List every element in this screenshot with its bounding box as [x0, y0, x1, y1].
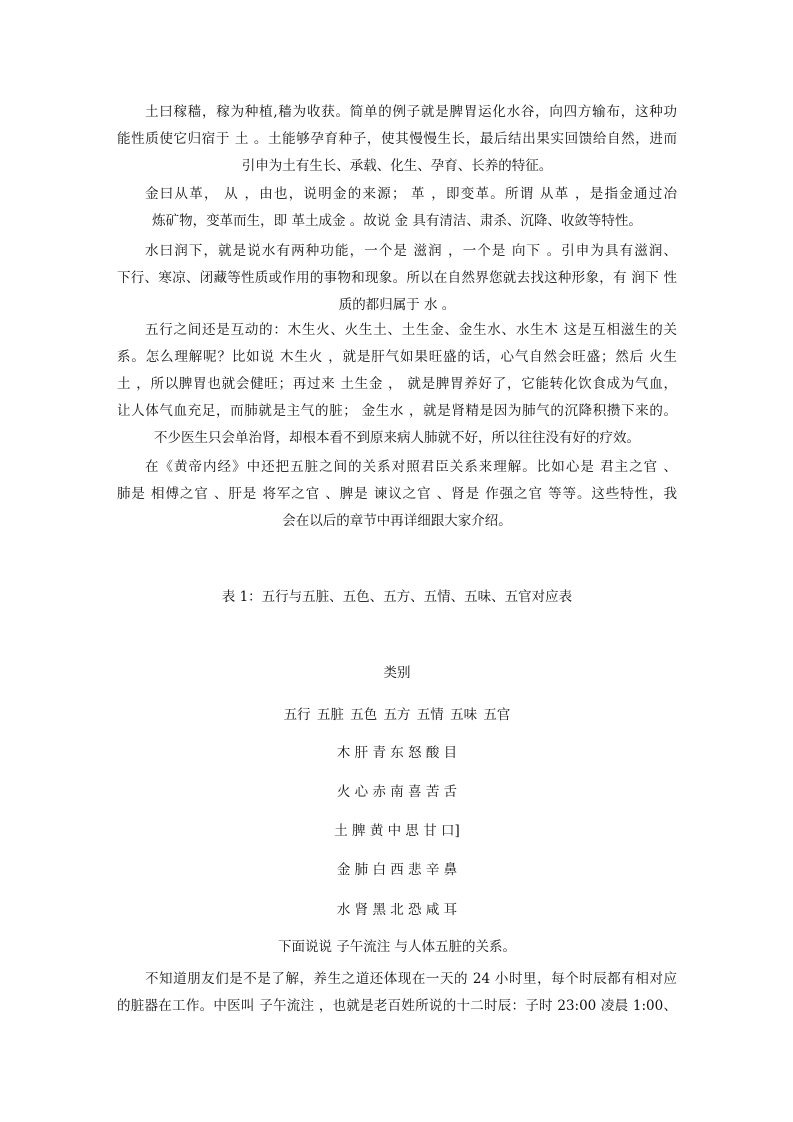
- paragraph-line: 下行、寒凉、闭藏等性质或作用的事物和现象。所以在自然界您就去找这种形象，有 润下 性: [117, 270, 677, 286]
- paragraph-monarch-minister: [117, 454, 677, 535]
- paragraph-line: 水曰润下，就是说水有两种功能，一个是 滋润 ，一个是 向下 。引申为具有滋润、: [145, 243, 677, 259]
- paragraph-line: 引申为土有生长、承载、化生、孕育、长养的特征。: [241, 158, 553, 174]
- paragraph-line: 系。怎么理解呢？比如说 木生火 ，就是肝气如果旺盛的话，心气自然会旺盛；然后 火生: [117, 349, 677, 365]
- table-category-label: 类别: [383, 665, 411, 681]
- paragraph-line: 不少医生只会单治肾，却根本看不到原来病人肺就不好，所以往往没有好的疗效。: [154, 430, 640, 446]
- table-row: 金 肺 白 西 悲 辛 鼻: [336, 862, 458, 878]
- paragraph-interaction: [117, 317, 677, 452]
- section-intro: 下面说说 子午流注 与人体五脏的关系。: [277, 939, 517, 955]
- paragraph-line: 五行之间还是互动的：木生火、火生土、土生金、金生水、水生木 这是互相滋生的关: [145, 322, 677, 338]
- table-row: 火 心 赤 南 喜 苦 舌: [336, 784, 458, 800]
- paragraph-line: 不知道朋友们是不是了解，养生之道还体现在一天的 24 小时里，每个时辰都有相对应: [145, 971, 677, 987]
- paragraph-line: 土曰稼穑，稼为种植,穑为收获。简单的例子就是脾胃运化水谷，向四方输布，这种功: [145, 104, 677, 120]
- paragraph-line: 炼矿物，变革而生，即 革土成金 。故说 金 具有清洁、肃杀、沉降、收敛等特性。: [152, 213, 642, 229]
- table-row: 木 肝 青 东 怒 酸 目: [336, 745, 458, 761]
- paragraph-ziwu-liuzhu: [117, 966, 677, 1020]
- paragraph-line: 金曰从革， 从 ，由也，说明金的来源； 革 ，即变革。所谓 从革 ，是指金通过冶: [145, 186, 677, 202]
- paragraph-line: 能性质使它归宿于 土 。土能够孕育种子，使其慢慢生长，最后结出果实回馈给自然，进而: [117, 131, 677, 147]
- table-caption: 表 1：五行与五脏、五色、五方、五情、五味、五官对应表: [221, 589, 573, 605]
- paragraph-water: [117, 238, 677, 319]
- table-row: 土 脾 黄 中 思 甘 口]: [334, 823, 460, 839]
- paragraph-earth: [117, 99, 677, 180]
- paragraph-line: 的脏器在工作。中医叫 子午流注 ，也就是老百姓所说的十二时辰：子时 23:00 凌晨 1:00、: [117, 998, 677, 1014]
- paragraph-line: 土 ，所以脾胃也就会健旺；再过来 土生金 ， 就是脾胃养好了，它能转化饮食成为气血，: [117, 376, 677, 392]
- table-row: 水 肾 黑 北 恐 咸 耳: [336, 902, 458, 918]
- paragraph-line: 在《黄帝内经》中还把五脏之间的关系对照君臣关系来理解。比如心是 君主之官 、: [145, 459, 677, 475]
- table-header-row: 五行 五脏 五色 五方 五情 五味 五官: [283, 707, 511, 723]
- paragraph-metal: [117, 181, 677, 235]
- paragraph-line: 让人体气血充足，而肺就是主气的脏； 金生水 ，就是肾精是因为肺气的沉降积攒下来的。: [117, 403, 677, 419]
- paragraph-line: 会在以后的章节中再详细跟大家介绍。: [282, 513, 512, 529]
- paragraph-line: 质的都归属于 水 。: [338, 297, 456, 313]
- paragraph-line: 肺是 相傅之官 、肝是 将军之官 、脾是 谏议之官 、肾是 作强之官 等等。这些特性，我: [117, 486, 677, 502]
